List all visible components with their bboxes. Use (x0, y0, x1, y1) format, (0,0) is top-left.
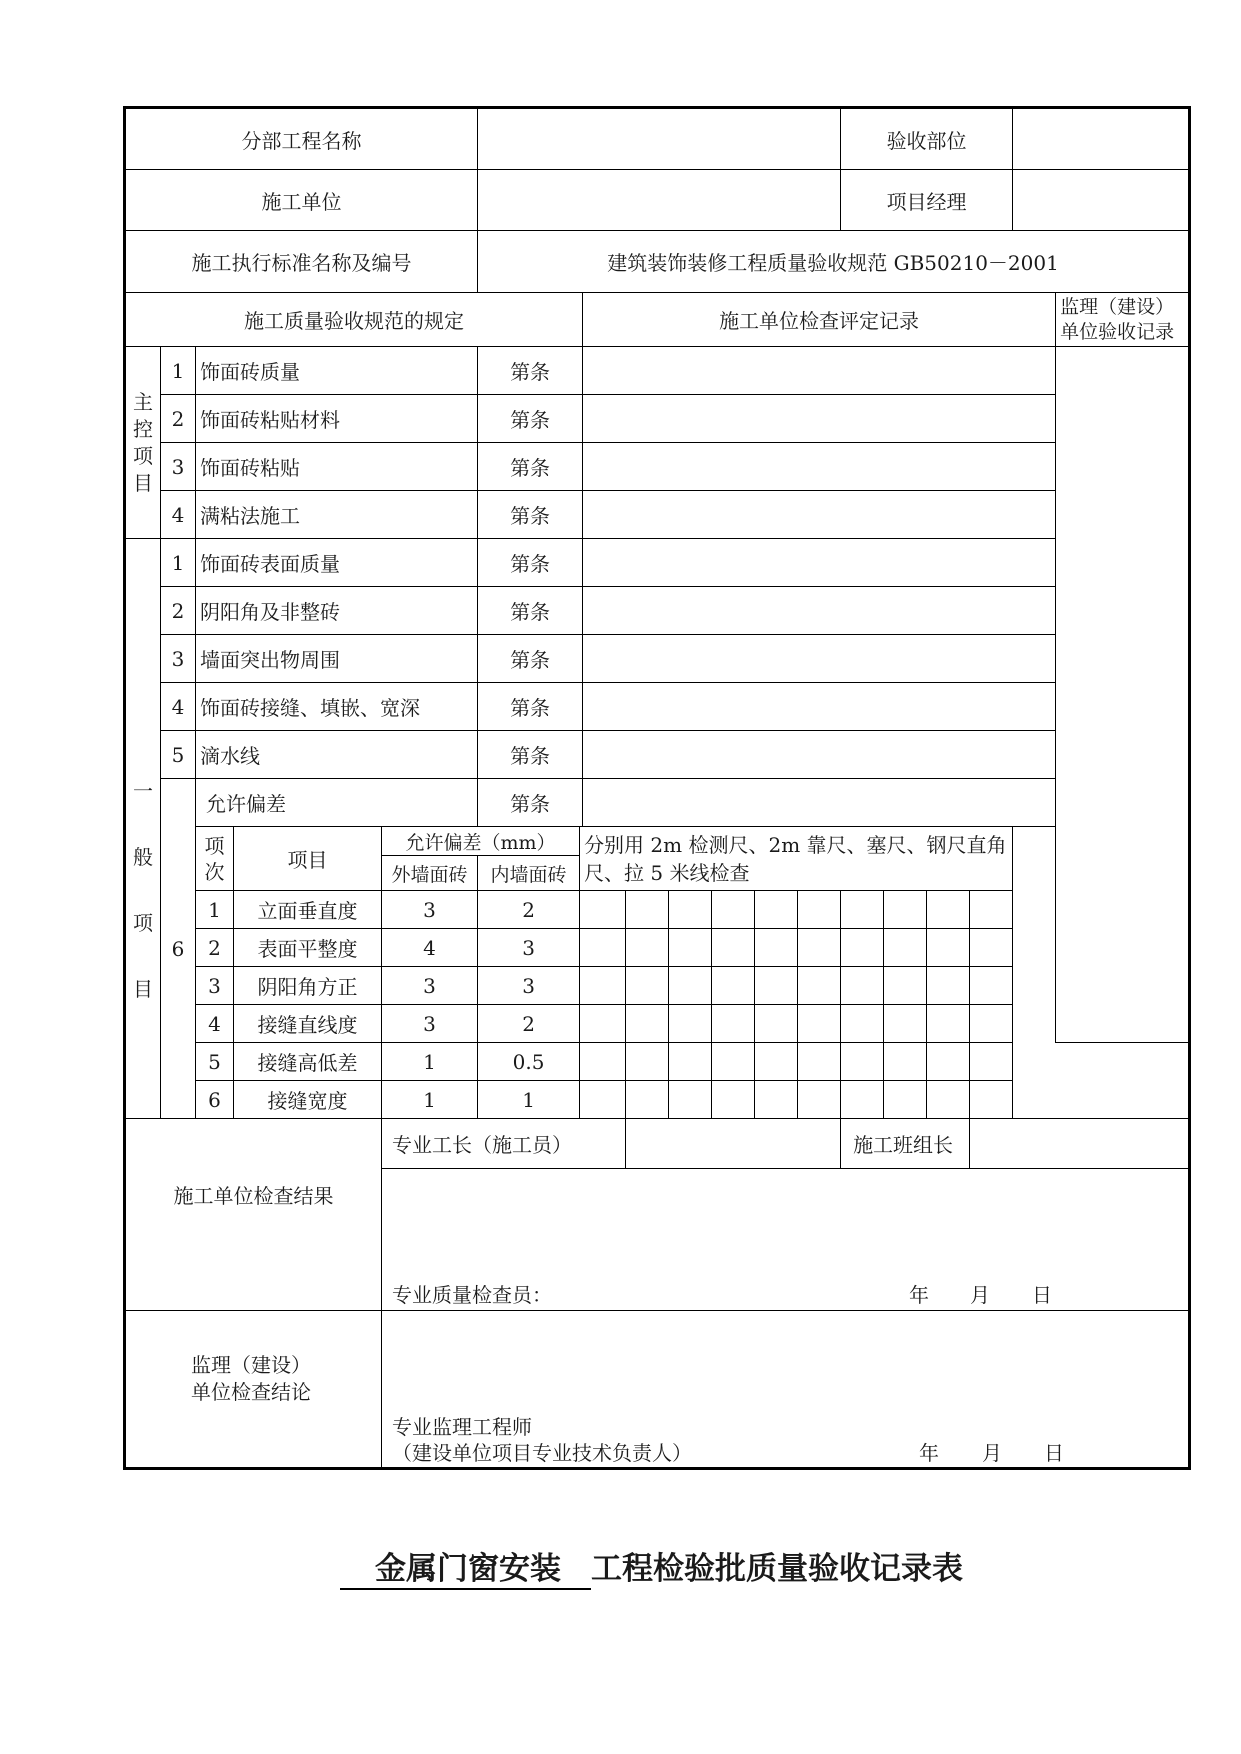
tolerance-int: 0.5 (478, 1043, 580, 1081)
measure-cell[interactable] (841, 1081, 884, 1119)
tolerance-item-record[interactable] (583, 779, 1056, 827)
measure-cell[interactable] (626, 1005, 669, 1043)
measure-cell[interactable] (798, 1043, 841, 1081)
tolerance-item: 接缝宽度 (234, 1081, 382, 1119)
conclusion-signature-area[interactable] (382, 1311, 1190, 1469)
main-item-clause: 第条 (478, 347, 583, 395)
team-leader-value[interactable] (970, 1119, 1190, 1169)
tolerance-item: 立面垂直度 (234, 891, 382, 929)
standard-label: 施工执行标准名称及编号 (125, 231, 478, 293)
tolerance-ext: 3 (382, 891, 478, 929)
engineer-label: 专业监理工程师 (392, 1415, 532, 1439)
measure-cell[interactable] (970, 929, 1013, 967)
general-item-no: 5 (161, 731, 196, 779)
measure-cell[interactable] (669, 1081, 712, 1119)
measure-cell[interactable] (580, 967, 626, 1005)
tolerance-int: 2 (478, 891, 580, 929)
interior-tile-header: 内墙面砖 (478, 856, 580, 891)
tolerance-ext: 1 (382, 1081, 478, 1119)
result-year: 年 (909, 1283, 929, 1307)
tolerance-int: 3 (478, 967, 580, 1005)
tolerance-item-clause: 第条 (478, 779, 583, 827)
general-item-no: 4 (161, 683, 196, 731)
measure-cell[interactable] (884, 1081, 927, 1119)
main-item-no: 1 (161, 347, 196, 395)
tolerance-item: 接缝直线度 (234, 1005, 382, 1043)
location-value[interactable] (1013, 108, 1190, 170)
general-item-no: 3 (161, 635, 196, 683)
tolerance-item: 表面平整度 (234, 929, 382, 967)
measure-cell[interactable] (970, 1005, 1013, 1043)
conclusion-month: 月 (982, 1441, 1002, 1465)
supervision-column-header: 监理（建设）单位验收记录 (1056, 293, 1190, 347)
measure-cell[interactable] (755, 1043, 798, 1081)
measure-cell[interactable] (970, 967, 1013, 1005)
measure-cell[interactable] (580, 1005, 626, 1043)
tolerance-seq: 2 (196, 929, 234, 967)
tolerance-seq: 4 (196, 1005, 234, 1043)
engineer-sublabel: （建设单位项目专业技术负责人） (392, 1441, 692, 1465)
result-label: 施工单位检查结果 (125, 1119, 382, 1311)
main-item-record[interactable] (583, 347, 1056, 395)
tolerance-item: 接缝高低差 (234, 1043, 382, 1081)
unit-label: 施工单位 (125, 170, 478, 231)
general-items-group-label: 一 般 项 目 (125, 539, 161, 1119)
tolerance-value-header: 允许偏差（mm） (382, 827, 580, 856)
tolerance-row (125, 1005, 1190, 1043)
measure-cell[interactable] (580, 891, 626, 929)
general-item-clause: 第条 (478, 635, 583, 683)
measure-cell[interactable] (626, 929, 669, 967)
foreman-value[interactable] (626, 1119, 841, 1169)
foreman-label: 专业工长（施工员） (382, 1119, 626, 1169)
general-item-record[interactable] (583, 539, 1056, 587)
measure-cell[interactable] (927, 1081, 970, 1119)
main-item-no: 3 (161, 443, 196, 491)
measure-cell[interactable] (626, 1081, 669, 1119)
spec-column-header: 施工质量验收规范的规定 (125, 293, 583, 347)
measure-cell[interactable] (798, 967, 841, 1005)
page-title (340, 1543, 963, 1590)
measure-cell[interactable] (884, 1005, 927, 1043)
tolerance-int: 3 (478, 929, 580, 967)
main-item-no: 2 (161, 395, 196, 443)
measure-cell[interactable] (669, 1005, 712, 1043)
main-item-clause: 第条 (478, 395, 583, 443)
subproject-value[interactable] (478, 108, 841, 170)
main-item-record[interactable] (583, 443, 1056, 491)
measure-cell[interactable] (970, 1081, 1013, 1119)
standard-value: 建筑装饰装修工程质量验收规范 GB50210－2001 (478, 231, 1190, 293)
conclusion-day: 日 (1044, 1441, 1064, 1465)
measure-cell[interactable] (580, 1043, 626, 1081)
measure-cell[interactable] (841, 929, 884, 967)
general-item-name: 饰面砖接缝、填嵌、宽深 (196, 683, 478, 731)
record-column-header: 施工单位检查评定记录 (583, 293, 1056, 347)
measure-cell[interactable] (580, 1081, 626, 1119)
measure-cell[interactable] (712, 929, 755, 967)
measure-cell[interactable] (626, 1043, 669, 1081)
measure-cell[interactable] (927, 967, 970, 1005)
general-item-clause: 第条 (478, 539, 583, 587)
main-item-no: 4 (161, 491, 196, 539)
exterior-tile-header: 外墙面砖 (382, 856, 478, 891)
measure-cell[interactable] (884, 929, 927, 967)
measure-cell[interactable] (884, 967, 927, 1005)
general-item-no: 2 (161, 587, 196, 635)
measure-cell[interactable] (970, 1043, 1013, 1081)
general-item-no: 1 (161, 539, 196, 587)
tolerance-ext: 4 (382, 929, 478, 967)
measure-cell[interactable] (669, 929, 712, 967)
general-item-name: 阴阳角及非整砖 (196, 587, 478, 635)
conclusion-label: 监理（建设） 单位检查结论 (125, 1311, 382, 1469)
team-leader-label: 施工班组长 (841, 1119, 970, 1169)
subproject-label: 分部工程名称 (125, 108, 478, 170)
result-month: 月 (970, 1283, 990, 1307)
tolerance-int: 1 (478, 1081, 580, 1119)
tolerance-seq-header: 项次 (196, 827, 234, 891)
measure-cell[interactable] (626, 967, 669, 1005)
measure-cell[interactable] (927, 1005, 970, 1043)
tolerance-row (125, 891, 1190, 929)
tolerance-item-header: 项目 (234, 827, 382, 891)
measure-cell[interactable] (580, 929, 626, 967)
tolerance-int: 2 (478, 1005, 580, 1043)
acceptance-form-table (123, 106, 1191, 1470)
measure-cell[interactable] (841, 1043, 884, 1081)
general-item-name: 饰面砖表面质量 (196, 539, 478, 587)
measure-cell[interactable] (927, 891, 970, 929)
measure-cell[interactable] (841, 1005, 884, 1043)
title-project-name: 金属门窗安装 (340, 1543, 591, 1590)
measure-cell[interactable] (798, 1081, 841, 1119)
main-item-record[interactable] (583, 491, 1056, 539)
main-item-clause: 第条 (478, 491, 583, 539)
main-item-record[interactable] (583, 395, 1056, 443)
main-items-group-label: 主控项目 (125, 347, 161, 539)
measure-cell[interactable] (712, 1005, 755, 1043)
measure-cell[interactable] (712, 1043, 755, 1081)
measure-cell[interactable] (798, 1005, 841, 1043)
measure-cell[interactable] (626, 891, 669, 929)
general-item-record[interactable] (583, 587, 1056, 635)
tolerance-ext: 3 (382, 967, 478, 1005)
measure-cell[interactable] (755, 1005, 798, 1043)
general-item-record[interactable] (583, 635, 1056, 683)
tolerance-seq: 5 (196, 1043, 234, 1081)
inspector-label: 专业质量检查员： (392, 1283, 552, 1307)
main-item-name: 饰面砖粘贴材料 (196, 395, 478, 443)
measure-cell[interactable] (669, 891, 712, 929)
tolerance-seq: 3 (196, 967, 234, 1005)
main-item-name: 满粘法施工 (196, 491, 478, 539)
measure-cell[interactable] (755, 1081, 798, 1119)
general-item-record[interactable] (583, 683, 1056, 731)
measure-cell[interactable] (841, 967, 884, 1005)
measure-cell[interactable] (712, 891, 755, 929)
tolerance-seq: 6 (196, 1081, 234, 1119)
measure-cell[interactable] (841, 891, 884, 929)
measure-cell[interactable] (798, 891, 841, 929)
measure-cell[interactable] (712, 1081, 755, 1119)
measure-cell[interactable] (970, 891, 1013, 929)
tolerance-ext: 3 (382, 1005, 478, 1043)
tolerance-seq: 1 (196, 891, 234, 929)
result-signature-area[interactable] (382, 1169, 1190, 1311)
measure-cell[interactable] (755, 891, 798, 929)
location-label: 验收部位 (841, 108, 1013, 170)
measure-cell[interactable] (884, 1043, 927, 1081)
measure-cell[interactable] (712, 967, 755, 1005)
tolerance-ext: 1 (382, 1043, 478, 1081)
main-item-name: 饰面砖质量 (196, 347, 478, 395)
tolerance-item-no: 6 (161, 779, 196, 1119)
tolerance-item-name: 允许偏差 (196, 779, 478, 827)
measure-cell[interactable] (755, 967, 798, 1005)
general-item-record[interactable] (583, 731, 1056, 779)
general-item-clause: 第条 (478, 683, 583, 731)
general-item-clause: 第条 (478, 587, 583, 635)
result-day: 日 (1032, 1283, 1052, 1307)
title-rest: 工程检验批质量验收记录表 (591, 1551, 963, 1587)
measure-cell[interactable] (798, 929, 841, 967)
tolerance-row (125, 929, 1190, 967)
tolerance-row (125, 1043, 1190, 1081)
manager-label: 项目经理 (841, 170, 1013, 231)
main-item-clause: 第条 (478, 443, 583, 491)
manager-value[interactable] (1013, 170, 1190, 231)
general-item-clause: 第条 (478, 731, 583, 779)
main-item-name: 饰面砖粘贴 (196, 443, 478, 491)
general-item-name: 滴水线 (196, 731, 478, 779)
measure-cell[interactable] (884, 891, 927, 929)
measure-cell[interactable] (669, 1043, 712, 1081)
unit-value[interactable] (478, 170, 841, 231)
measure-cell[interactable] (669, 967, 712, 1005)
measure-cell[interactable] (755, 929, 798, 967)
general-item-name: 墙面突出物周围 (196, 635, 478, 683)
measure-cell[interactable] (927, 1043, 970, 1081)
tolerance-row (125, 967, 1190, 1005)
tolerance-item: 阴阳角方正 (234, 967, 382, 1005)
tolerance-row (125, 1081, 1190, 1119)
conclusion-year: 年 (919, 1441, 939, 1465)
supervision-record-cell[interactable] (1056, 347, 1190, 1043)
tolerance-check-method: 分别用 2m 检测尺、2m 靠尺、塞尺、钢尺直角尺、拉 5 米线检查 (580, 827, 1013, 891)
measure-cell[interactable] (927, 929, 970, 967)
